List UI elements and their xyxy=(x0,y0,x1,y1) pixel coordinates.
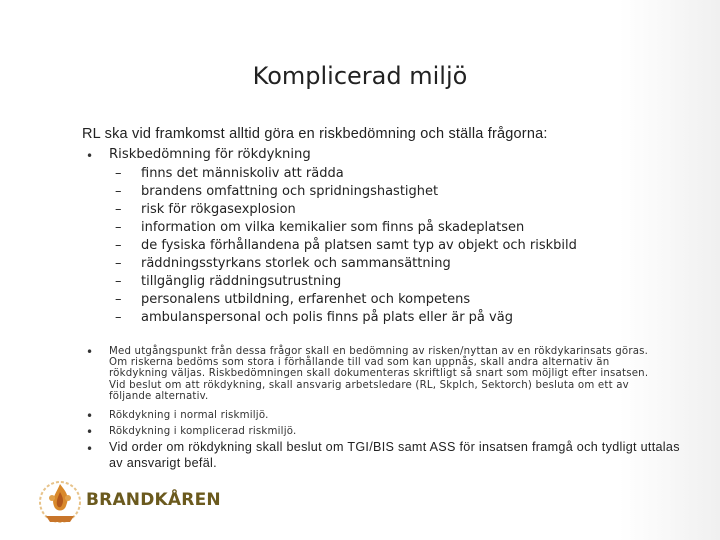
brandkaren-logo xyxy=(36,476,221,526)
order-paragraph: Vid order om rökdykning skall beslut om TGI/BIS samt ASS för insatsen framgå och tydligt uttalas av ansvarigt befäl. xyxy=(109,440,680,470)
bullet-marker: • xyxy=(86,345,94,359)
intro-text: RL ska vid framkomst alltid göra en riskbedömning och ställa frågorna: xyxy=(82,126,548,142)
slide-title: Komplicerad miljö xyxy=(252,62,468,90)
list-item: – tillgänglig räddningsutrustning xyxy=(115,274,342,289)
bullet-marker: • xyxy=(86,409,94,423)
list-item: – personalens utbildning, erfarenhet och kompetens xyxy=(115,292,471,307)
bullet-marker: • xyxy=(86,425,94,439)
list-item: – räddningsstyrkans storlek och sammansättning xyxy=(115,256,451,271)
riskbedomning-list xyxy=(115,165,577,327)
logo-wordmark: BRANDKÅREN xyxy=(86,490,221,510)
list-item: – information om vilka kemikalier som finns på skadeplatsen xyxy=(115,220,525,235)
list-item: – brandens omfattning och spridningshastighet xyxy=(115,184,439,199)
list-item: – risk för rökgasexplosion xyxy=(115,202,296,217)
option-normal: Rökdykning i normal riskmiljö. xyxy=(109,410,269,421)
option-komplicerad: Rökdykning i komplicerad riskmiljö. xyxy=(109,426,297,437)
riskbedomning-heading: Riskbedömning för rökdykning xyxy=(109,147,311,162)
bullet-marker: • xyxy=(86,149,94,163)
flame-emblem-icon xyxy=(36,476,84,526)
list-item: – ambulanspersonal och polis finns på plats eller är på väg xyxy=(115,310,513,325)
list-item: – finns det människoliv att rädda xyxy=(115,166,344,181)
bullet-marker: • xyxy=(86,442,94,456)
list-item: – de fysiska förhållandena på platsen samt typ av objekt och riskbild xyxy=(115,238,577,253)
assessment-paragraph: Med utgångspunkt från dessa frågor skall en bedömning av risken/nyttan av en rökdykarinsats göras. Om riskerna bedöms som stora i förhållande till vad som kan uppnås, skall andra alternativ än rökdykning väljas. Riskbedömningen skall dokumenteras skriftligt så snart som möjligt efter insatsen. Vid beslut om att rökdykning, skall ansvarig arbetsledare (RL, Skplch, Sektorch) besluta om ett av följande alternativ. xyxy=(109,346,649,402)
